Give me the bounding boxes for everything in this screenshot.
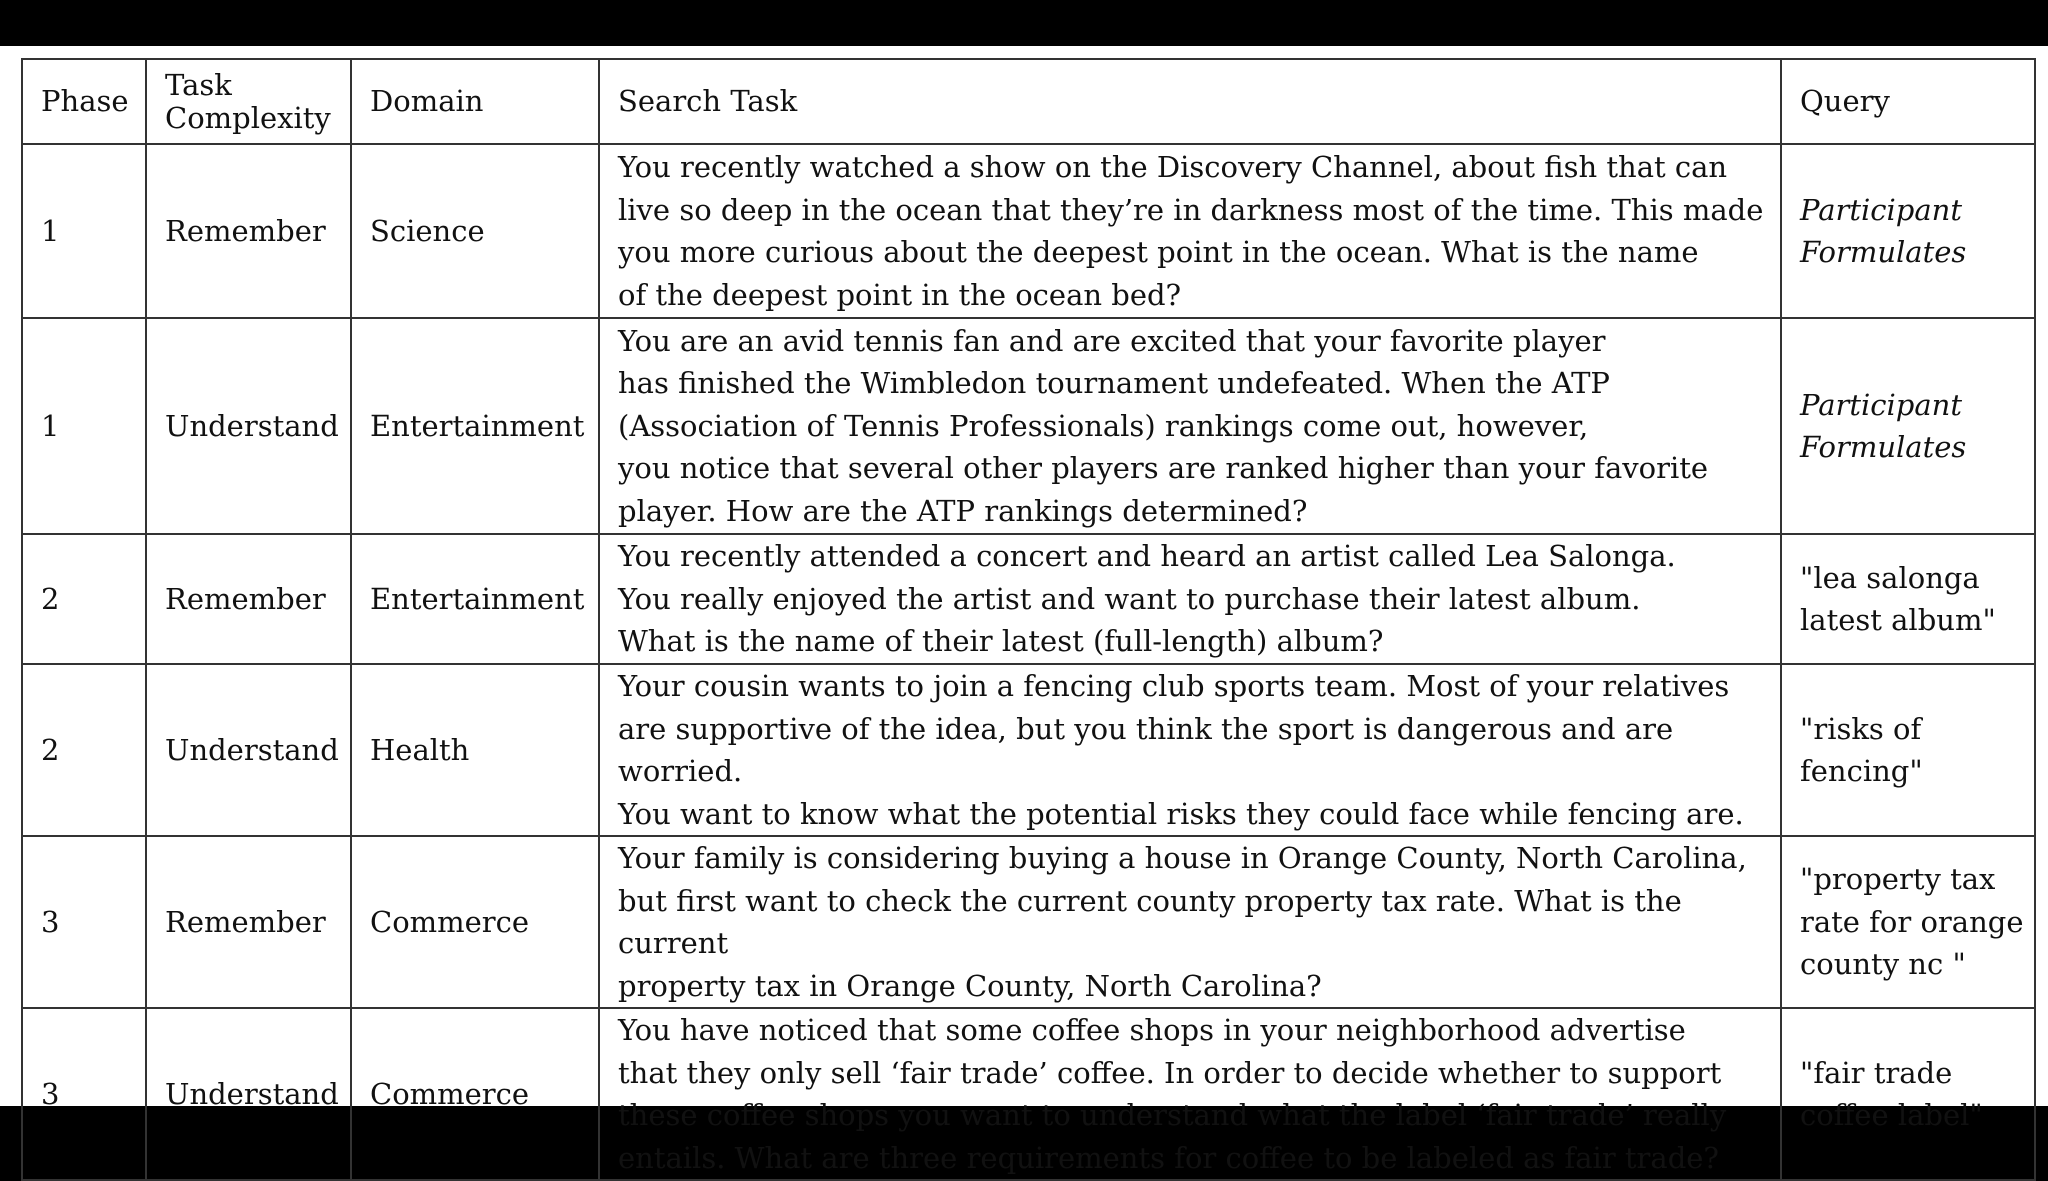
table-row [22, 1008, 2035, 1180]
cell-search-task: Your cousin wants to join a fencing club sports team. Most of your relatives are supportive of the idea, but you think the sport is dangerous and are worried. You want to know what the potential risks they could face while fencing are. [599, 664, 1781, 836]
cell-domain: Commerce [351, 1008, 599, 1180]
cell-search-task: You recently watched a show on the Discovery Channel, about fish that can live so deep in the ocean that they’re in darkness most of the time. This made you more curious about the deepest point in the ocean. What is the name of the deepest point in the ocean bed? [599, 144, 1781, 318]
header-query: Query [1781, 59, 2035, 144]
cell-phase: 3 [22, 836, 146, 1008]
document-page [0, 46, 2048, 1175]
cell-complexity: Remember [146, 836, 351, 1008]
cell-complexity: Remember [146, 534, 351, 664]
cell-phase: 2 [22, 664, 146, 836]
cell-search-task: You recently attended a concert and heard an artist called Lea Salonga. You really enjoyed the artist and want to purchase their latest album. What is the name of their latest (full-length) album? [599, 534, 1781, 664]
table-row [22, 664, 2035, 836]
cell-complexity: Understand [146, 318, 351, 534]
cell-domain: Science [351, 144, 599, 318]
header-row [22, 59, 2035, 144]
cell-search-task: You have noticed that some coffee shops in your neighborhood advertise that they only sell ‘fair trade’ coffee. In order to decide whether to support these coffee shops you want to understand what the label ‘fair trade’ really entails. What are three requirements for coffee to be labeled as fair trade? [599, 1008, 1781, 1180]
cell-phase: 1 [22, 144, 146, 318]
header-task-complexity: Task Complexity [146, 59, 351, 144]
search-tasks-table [21, 58, 2036, 1181]
cell-complexity: Remember [146, 144, 351, 318]
cell-query: "risks of fencing" [1781, 664, 2035, 836]
cell-phase: 3 [22, 1008, 146, 1180]
table-row [22, 534, 2035, 664]
table-row [22, 318, 2035, 534]
cell-search-task: Your family is considering buying a house in Orange County, North Carolina, but first want to check the current county property tax rate. What is the current property tax in Orange County, North Carolina? [599, 836, 1781, 1008]
cell-query: "lea salonga latest album" [1781, 534, 2035, 664]
cell-complexity: Understand [146, 1008, 351, 1180]
cell-domain: Entertainment [351, 318, 599, 534]
cell-phase: 2 [22, 534, 146, 664]
cell-query: "property tax rate for orange county nc " [1781, 836, 2035, 1008]
cell-complexity: Understand [146, 664, 351, 836]
cell-phase: 1 [22, 318, 146, 534]
header-domain: Domain [351, 59, 599, 144]
cell-domain: Commerce [351, 836, 599, 1008]
cell-query: "fair trade coffee label" [1781, 1008, 2035, 1180]
header-phase: Phase [22, 59, 146, 144]
cell-domain: Health [351, 664, 599, 836]
cell-domain: Entertainment [351, 534, 599, 664]
cell-search-task: You are an avid tennis fan and are excited that your favorite player has finished the Wimbledon tournament undefeated. When the ATP (Association of Tennis Professionals) rankings come out, however, you notice that several other players are ranked higher than your favorite player. How are the ATP rankings determined? [599, 318, 1781, 534]
cell-query: Participant Formulates [1781, 144, 2035, 318]
table-row [22, 836, 2035, 1008]
table-row [22, 144, 2035, 318]
cell-query: Participant Formulates [1781, 318, 2035, 534]
header-search-task: Search Task [599, 59, 1781, 144]
